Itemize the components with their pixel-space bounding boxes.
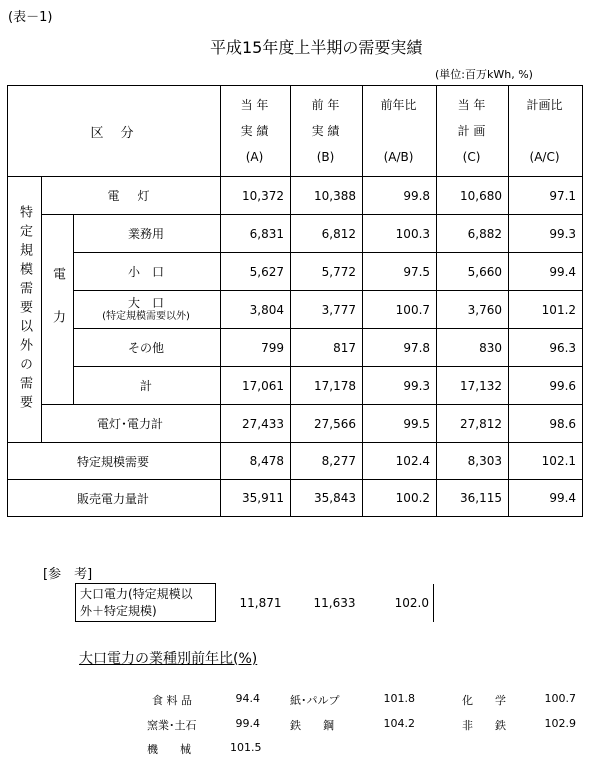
industry-value: 94.4 (235, 692, 260, 705)
cell-ac: 99.3 (509, 215, 583, 253)
row-label: 小 口 (74, 253, 221, 291)
cell-b: 3,777 (291, 291, 363, 329)
industry-value: 99.4 (235, 717, 260, 730)
cell-b: 5,772 (291, 253, 363, 291)
cell-c: 17,132 (437, 367, 509, 405)
cell-b: 17,178 (291, 367, 363, 405)
row-label: その他 (74, 329, 221, 367)
power-label-cell (42, 215, 74, 405)
row-gyomu (8, 215, 583, 253)
row-label (74, 291, 221, 329)
cell-ab: 100.2 (363, 480, 437, 517)
cell-ac: 98.6 (509, 405, 583, 443)
industry-name: 機 械 (147, 743, 191, 756)
cell-ac: 99.4 (509, 253, 583, 291)
reference-heading: [参 考] (43, 567, 93, 582)
demand-table (7, 85, 583, 517)
header-category: 区 分 (8, 86, 221, 177)
header-col-ac (509, 86, 583, 177)
cell-ac: 99.4 (509, 480, 583, 517)
header-a-1: 当 年 (240, 98, 269, 112)
reference-b: 11,633 (313, 595, 356, 610)
industry-heading: 大口電力の業種別前年比(%) (79, 651, 258, 667)
cell-c: 10,680 (437, 177, 509, 215)
row-label: 業務用 (74, 215, 221, 253)
cell-c: 27,812 (437, 405, 509, 443)
cell-a: 10,372 (221, 177, 291, 215)
cell-c: 8,303 (437, 443, 509, 480)
cell-ab: 100.3 (363, 215, 437, 253)
table-number: (表－1) (8, 10, 53, 25)
cell-ac: 101.2 (509, 291, 583, 329)
row-dento-denryoku (8, 405, 583, 443)
cell-ab: 102.4 (363, 443, 437, 480)
industry-name: 紙･パルプ (290, 694, 340, 707)
cell-ab: 97.8 (363, 329, 437, 367)
cell-a: 8,478 (221, 443, 291, 480)
cell-c: 36,115 (437, 480, 509, 517)
cell-b: 27,566 (291, 405, 363, 443)
reference-ab: 102.0 (360, 584, 434, 622)
row-dento (8, 177, 583, 215)
page-title: 平成15年度上半期の需要実績 (210, 38, 423, 57)
reference-label-2: 外＋特定規模) (80, 603, 157, 618)
row-tokutei (8, 443, 583, 480)
cell-b: 817 (291, 329, 363, 367)
group-label-cell (8, 177, 42, 443)
industry-value: 100.7 (544, 692, 576, 705)
cell-b: 35,843 (291, 480, 363, 517)
cell-c: 830 (437, 329, 509, 367)
cell-ab: 99.5 (363, 405, 437, 443)
row-koguchi (8, 253, 583, 291)
header-b-2: 実 績 (311, 124, 340, 138)
reference-row (76, 584, 434, 622)
industry-value: 102.9 (544, 717, 576, 730)
header-ac-1: 計画比 (526, 98, 563, 112)
industry-name: 食 料 品 (152, 694, 192, 707)
reference-label-1: 大口電力(特定規模以 (80, 586, 193, 601)
cell-ac: 97.1 (509, 177, 583, 215)
industry-name: 窯業･土石 (147, 719, 197, 732)
cell-c: 6,882 (437, 215, 509, 253)
header-c-2: 計 画 (457, 124, 486, 138)
row-hanbai (8, 480, 583, 517)
cell-ac: 99.6 (509, 367, 583, 405)
cell-a: 17,061 (221, 367, 291, 405)
industry-value: 101.8 (383, 692, 415, 705)
group-label: 特定規模需要以外の需要 (17, 205, 32, 414)
header-ab-1: 前年比 (380, 98, 417, 112)
header-col-b (291, 86, 363, 177)
cell-ac: 102.1 (509, 443, 583, 480)
row-label: 計 (74, 367, 221, 405)
row-label: 電 灯 (42, 177, 221, 215)
header-ac-2: (A/C) (529, 150, 560, 164)
row-oguchi (8, 291, 583, 329)
cell-ab: 100.7 (363, 291, 437, 329)
row-kei (8, 367, 583, 405)
row-sonota (8, 329, 583, 367)
reference-a: 11,871 (239, 595, 282, 610)
industry-value: 104.2 (383, 717, 415, 730)
cell-a: 35,911 (221, 480, 291, 517)
header-ab-2: (A/B) (383, 150, 414, 164)
industry-name: 鉄 鋼 (290, 719, 334, 732)
cell-b: 8,277 (291, 443, 363, 480)
row-label-sub: (特定規模需要以外) (102, 310, 190, 322)
reference-table (75, 583, 434, 622)
row-label-main: 大 口 (128, 295, 165, 310)
industry-name: 化 学 (462, 694, 506, 707)
industry-name: 非 鉄 (462, 719, 506, 732)
header-a-3: (A) (245, 150, 264, 164)
cell-c: 3,760 (437, 291, 509, 329)
industry-value: 101.5 (230, 741, 262, 754)
row-label: 販売電力量計 (8, 480, 221, 517)
cell-ac: 96.3 (509, 329, 583, 367)
cell-ab: 99.8 (363, 177, 437, 215)
cell-c: 5,660 (437, 253, 509, 291)
cell-a: 27,433 (221, 405, 291, 443)
cell-a: 799 (221, 329, 291, 367)
cell-a: 5,627 (221, 253, 291, 291)
header-col-a (221, 86, 291, 177)
cell-ab: 99.3 (363, 367, 437, 405)
header-b-3: (B) (316, 150, 335, 164)
row-label: 電灯･電力計 (42, 405, 221, 443)
cell-b: 10,388 (291, 177, 363, 215)
cell-a: 6,831 (221, 215, 291, 253)
header-col-c (437, 86, 509, 177)
cell-ab: 97.5 (363, 253, 437, 291)
cell-a: 3,804 (221, 291, 291, 329)
header-b-1: 前 年 (311, 98, 340, 112)
unit-label: (単位:百万kWh, %) (435, 68, 533, 81)
reference-label (76, 584, 216, 622)
cell-b: 6,812 (291, 215, 363, 253)
header-c-1: 当 年 (457, 98, 486, 112)
header-c-3: (C) (462, 150, 481, 164)
header-a-2: 実 績 (240, 124, 269, 138)
header-col-ab (363, 86, 437, 177)
power-label: 電力 (50, 266, 65, 353)
row-label: 特定規模需要 (8, 443, 221, 480)
header-row (8, 86, 583, 177)
